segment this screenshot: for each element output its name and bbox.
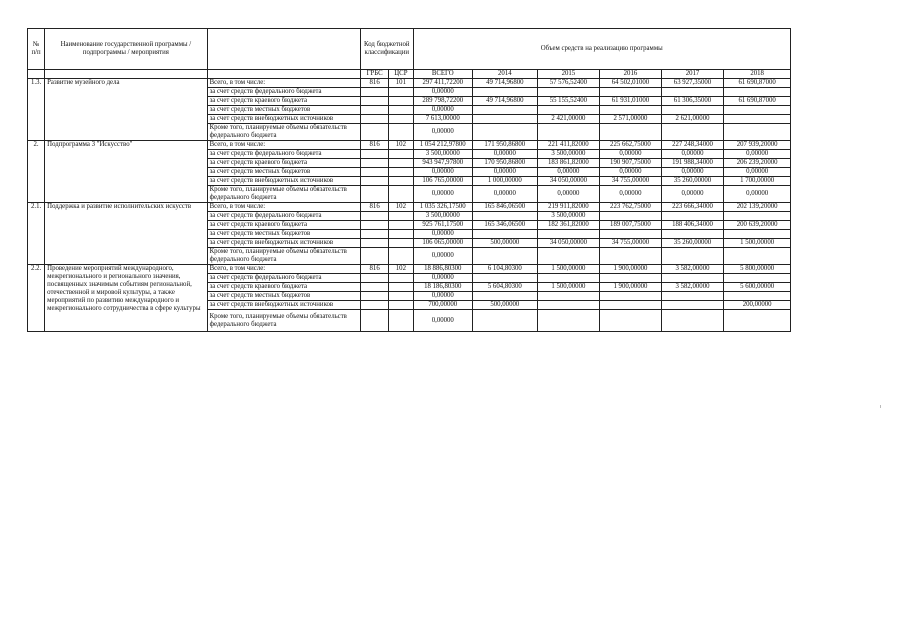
- year-value: 182 361,82000: [537, 221, 600, 230]
- year-value: 49 714,96800: [473, 97, 538, 106]
- grbs-code: [361, 168, 389, 177]
- total-value: 0,00000: [413, 168, 473, 177]
- year-value: [724, 230, 791, 239]
- grbs-code: [361, 221, 389, 230]
- year-value: 165 346,06500: [473, 221, 538, 230]
- year-value: 2 621,00000: [661, 115, 724, 124]
- year-value: 200 639,20000: [724, 221, 791, 230]
- header-year: 2018: [724, 70, 791, 79]
- year-value: 0,00000: [724, 168, 791, 177]
- year-value: 34 050,00000: [537, 177, 600, 186]
- year-value: 1 500,00000: [537, 283, 600, 292]
- year-value: [600, 230, 662, 239]
- grbs-code: [361, 186, 389, 203]
- grbs-code: [361, 124, 389, 141]
- year-value: [724, 124, 791, 141]
- total-value: 0,00000: [413, 274, 473, 283]
- year-value: 500,00000: [473, 239, 538, 248]
- grbs-code: [361, 177, 389, 186]
- grbs-code: 816: [361, 203, 389, 212]
- csr-code: [389, 159, 413, 168]
- funding-source-label: за счет средств федерального бюджета: [207, 212, 360, 221]
- funding-source-label: за счет средств внебюджетных источников: [207, 115, 360, 124]
- funding-source-label: за счет средств краевого бюджета: [207, 97, 360, 106]
- funding-source-label: за счет средств местных бюджетов: [207, 230, 360, 239]
- year-value: 223 762,75000: [600, 203, 662, 212]
- year-value: [724, 248, 791, 265]
- year-value: [724, 88, 791, 97]
- year-value: 0,00000: [661, 168, 724, 177]
- year-value: [473, 274, 538, 283]
- header-grbs: ГРБС: [361, 70, 389, 79]
- year-value: [600, 310, 662, 332]
- year-value: 227 248,34000: [661, 141, 724, 150]
- program-funding-table: [27, 28, 791, 332]
- csr-code: [389, 150, 413, 159]
- year-value: 1 700,00000: [724, 177, 791, 186]
- grbs-code: [361, 239, 389, 248]
- year-value: 0,00000: [661, 150, 724, 159]
- year-value: 1 500,00000: [724, 239, 791, 248]
- csr-code: [389, 106, 413, 115]
- csr-code: [389, 88, 413, 97]
- year-value: [661, 230, 724, 239]
- row-number: 2.1.: [28, 203, 45, 265]
- year-value: 0,00000: [537, 168, 600, 177]
- total-value: 700,00000: [413, 301, 473, 310]
- program-name: Поддержка и развитие исполнительских искусств: [45, 203, 207, 265]
- header-code: Код бюджетной классификации: [361, 29, 413, 70]
- year-value: 0,00000: [724, 150, 791, 159]
- year-value: [661, 248, 724, 265]
- year-value: 61 931,01000: [600, 97, 662, 106]
- funding-source-label: за счет средств федерального бюджета: [207, 150, 360, 159]
- csr-code: [389, 212, 413, 221]
- year-value: [661, 212, 724, 221]
- total-value: 3 500,00000: [413, 212, 473, 221]
- header-sub-blank-3: [207, 70, 360, 79]
- year-value: 200,00000: [724, 301, 791, 310]
- year-value: [600, 301, 662, 310]
- year-value: 2 571,00000: [600, 115, 662, 124]
- year-value: [473, 212, 538, 221]
- year-value: 191 988,34000: [661, 159, 724, 168]
- header-total: ВСЕГО: [413, 70, 473, 79]
- year-value: 206 239,20000: [724, 159, 791, 168]
- funding-source-label: за счет средств местных бюджетов: [207, 292, 360, 301]
- csr-code: [389, 283, 413, 292]
- funding-source-label: за счет средств внебюджетных источников: [207, 301, 360, 310]
- grbs-code: [361, 292, 389, 301]
- funding-source-label: за счет средств краевого бюджета: [207, 283, 360, 292]
- csr-code: [389, 124, 413, 141]
- grbs-code: [361, 248, 389, 265]
- funding-source-label: Кроме того, планируемые объемы обязательств федерального бюджета: [207, 248, 360, 265]
- row-number: 1.3.: [28, 79, 45, 141]
- header-year: 2014: [473, 70, 538, 79]
- year-value: 63 927,35000: [661, 79, 724, 88]
- total-value: 0,00000: [413, 248, 473, 265]
- year-value: [661, 88, 724, 97]
- year-value: 0,00000: [537, 186, 600, 203]
- year-value: 0,00000: [600, 186, 662, 203]
- year-value: 219 911,82000: [537, 203, 600, 212]
- year-value: 61 690,87000: [724, 97, 791, 106]
- year-value: 207 939,20000: [724, 141, 791, 150]
- csr-code: [389, 310, 413, 332]
- funding-source-label: за счет средств федерального бюджета: [207, 88, 360, 97]
- header-csr: ЦСР: [389, 70, 413, 79]
- year-value: [473, 230, 538, 239]
- csr-code: [389, 97, 413, 106]
- year-value: [473, 124, 538, 141]
- year-value: 170 950,86800: [473, 159, 538, 168]
- total-value: 0,00000: [413, 230, 473, 239]
- year-value: [661, 106, 724, 115]
- funding-source-label: за счет средств местных бюджетов: [207, 168, 360, 177]
- year-value: 3 500,00000: [537, 212, 600, 221]
- year-value: 1 900,00000: [600, 283, 662, 292]
- year-value: 183 861,82000: [537, 159, 600, 168]
- csr-code: [389, 115, 413, 124]
- year-value: 171 950,86800: [473, 141, 538, 150]
- year-value: [537, 292, 600, 301]
- year-value: [661, 274, 724, 283]
- year-value: [537, 248, 600, 265]
- total-value: 943 947,97800: [413, 159, 473, 168]
- year-value: 6 104,80300: [473, 265, 538, 274]
- year-value: 64 502,01000: [600, 79, 662, 88]
- year-value: 500,00000: [473, 301, 538, 310]
- table-row: [28, 141, 791, 150]
- total-value: 3 500,00000: [413, 150, 473, 159]
- grbs-code: [361, 230, 389, 239]
- year-value: 5 604,80300: [473, 283, 538, 292]
- year-value: [537, 230, 600, 239]
- year-value: [473, 310, 538, 332]
- year-value: 35 260,00000: [661, 177, 724, 186]
- header-num: № п/п: [28, 29, 45, 70]
- year-value: [600, 248, 662, 265]
- grbs-code: [361, 150, 389, 159]
- year-value: [600, 274, 662, 283]
- funding-source-label: за счет средств краевого бюджета: [207, 159, 360, 168]
- year-value: 34 050,00000: [537, 239, 600, 248]
- year-value: [724, 274, 791, 283]
- program-name: Проведение мероприятий международного, межрегионального и регионального значения, посвященных значимым событиям региональной, отечественной и мировой культуры, а также мероприятий по развитию международного и межрегионального сотрудничества в сфере культуры: [45, 265, 207, 332]
- table-row: [28, 203, 791, 212]
- header-year: 2017: [661, 70, 724, 79]
- header-year: 2015: [537, 70, 600, 79]
- csr-code: [389, 230, 413, 239]
- row-number: 2.2.: [28, 265, 45, 332]
- year-value: 57 576,52400: [537, 79, 600, 88]
- total-value: 18 886,80300: [413, 265, 473, 274]
- header-blank: [207, 29, 360, 70]
- year-value: [600, 106, 662, 115]
- csr-code: [389, 186, 413, 203]
- header-sub-blank-1: [28, 70, 45, 79]
- year-value: 5 600,00000: [724, 283, 791, 292]
- total-value: 7 613,00000: [413, 115, 473, 124]
- csr-code: [389, 274, 413, 283]
- funding-source-label: за счет средств краевого бюджета: [207, 221, 360, 230]
- year-value: [724, 106, 791, 115]
- grbs-code: [361, 212, 389, 221]
- year-value: [537, 124, 600, 141]
- funding-source-label: Всего, в том числе:: [207, 203, 360, 212]
- year-value: 165 846,06500: [473, 203, 538, 212]
- year-value: 188 406,34000: [661, 221, 724, 230]
- year-value: 1 000,00000: [473, 177, 538, 186]
- year-value: 2 421,00000: [537, 115, 600, 124]
- year-value: 1 500,00000: [537, 265, 600, 274]
- grbs-code: [361, 159, 389, 168]
- funding-source-label: Кроме того, планируемые объемы обязательств федерального бюджета: [207, 186, 360, 203]
- funding-source-label: Всего, в том числе:: [207, 79, 360, 88]
- csr-code: [389, 301, 413, 310]
- year-value: [661, 310, 724, 332]
- total-value: 925 761,17500: [413, 221, 473, 230]
- year-value: [600, 88, 662, 97]
- year-value: 0,00000: [724, 186, 791, 203]
- year-value: 223 666,34000: [661, 203, 724, 212]
- year-value: [600, 292, 662, 301]
- csr-code: [389, 239, 413, 248]
- header-year: 2016: [600, 70, 662, 79]
- year-value: [473, 248, 538, 265]
- table-body: [28, 79, 791, 332]
- funding-source-label: за счет средств федерального бюджета: [207, 274, 360, 283]
- total-value: 18 186,80300: [413, 283, 473, 292]
- year-value: 221 411,82000: [537, 141, 600, 150]
- total-value: 297 411,72200: [413, 79, 473, 88]
- year-value: [724, 115, 791, 124]
- total-value: 0,00000: [413, 292, 473, 301]
- funding-source-label: Всего, в том числе:: [207, 141, 360, 150]
- scan-edge-mark: [880, 405, 881, 408]
- year-value: 34 755,00000: [600, 177, 662, 186]
- year-value: 225 662,75000: [600, 141, 662, 150]
- total-value: 106 765,00000: [413, 177, 473, 186]
- funding-source-label: Всего, в том числе:: [207, 265, 360, 274]
- total-value: 289 798,72200: [413, 97, 473, 106]
- year-value: [537, 301, 600, 310]
- total-value: 1 054 212,97800: [413, 141, 473, 150]
- funding-source-label: за счет средств внебюджетных источников: [207, 177, 360, 186]
- total-value: 106 065,00000: [413, 239, 473, 248]
- total-value: 0,00000: [413, 88, 473, 97]
- grbs-code: [361, 88, 389, 97]
- csr-code: [389, 168, 413, 177]
- csr-code: [389, 221, 413, 230]
- year-value: [600, 124, 662, 141]
- year-value: 49 714,96800: [473, 79, 538, 88]
- year-value: 1 900,00000: [600, 265, 662, 274]
- year-value: [473, 106, 538, 115]
- year-value: [473, 88, 538, 97]
- year-value: [473, 292, 538, 301]
- year-value: [661, 301, 724, 310]
- csr-code: 102: [389, 265, 413, 274]
- year-value: 3 500,00000: [537, 150, 600, 159]
- year-value: 0,00000: [473, 186, 538, 203]
- year-value: 202 139,20000: [724, 203, 791, 212]
- year-value: [724, 292, 791, 301]
- grbs-code: 816: [361, 265, 389, 274]
- year-value: 0,00000: [600, 168, 662, 177]
- csr-code: [389, 177, 413, 186]
- year-value: 35 260,00000: [661, 239, 724, 248]
- year-value: 190 907,75000: [600, 159, 662, 168]
- year-value: 0,00000: [600, 150, 662, 159]
- grbs-code: [361, 301, 389, 310]
- program-name: Развитие музейного дела: [45, 79, 207, 141]
- header-name: Наименование государственной программы / подпрограммы / мероприятия: [45, 29, 207, 70]
- year-value: [724, 212, 791, 221]
- total-value: 0,00000: [413, 124, 473, 141]
- total-value: 0,00000: [413, 186, 473, 203]
- csr-code: 102: [389, 203, 413, 212]
- year-value: [537, 310, 600, 332]
- year-value: 0,00000: [661, 186, 724, 203]
- program-name: Подпрограмма 3 "Искусство": [45, 141, 207, 203]
- grbs-code: 816: [361, 141, 389, 150]
- year-value: [537, 106, 600, 115]
- year-value: 61 690,87000: [724, 79, 791, 88]
- csr-code: 101: [389, 79, 413, 88]
- csr-code: 102: [389, 141, 413, 150]
- funding-source-label: за счет средств местных бюджетов: [207, 106, 360, 115]
- budget-document-page: [27, 28, 791, 332]
- year-value: 5 800,00000: [724, 265, 791, 274]
- year-value: [537, 274, 600, 283]
- year-value: [600, 212, 662, 221]
- header-volume: Объем средств на реализацию программы: [413, 29, 791, 70]
- year-value: 3 582,00000: [661, 265, 724, 274]
- year-value: 3 582,00000: [661, 283, 724, 292]
- table-row: [28, 79, 791, 88]
- csr-code: [389, 248, 413, 265]
- year-value: 0,00000: [473, 168, 538, 177]
- funding-source-label: Кроме того, планируемые объемы обязательств федерального бюджета: [207, 124, 360, 141]
- year-value: 61 306,35000: [661, 97, 724, 106]
- grbs-code: [361, 283, 389, 292]
- funding-source-label: Кроме того, планируемые объемы обязательств федерального бюджета: [207, 310, 360, 332]
- year-value: [661, 124, 724, 141]
- total-value: 0,00000: [413, 106, 473, 115]
- total-value: 1 035 326,17500: [413, 203, 473, 212]
- year-value: 0,00000: [473, 150, 538, 159]
- header-sub-blank-2: [45, 70, 207, 79]
- year-value: [661, 292, 724, 301]
- grbs-code: [361, 274, 389, 283]
- table-row: [28, 265, 791, 274]
- grbs-code: [361, 115, 389, 124]
- year-value: 55 155,52400: [537, 97, 600, 106]
- year-value: [473, 115, 538, 124]
- total-value: 0,00000: [413, 310, 473, 332]
- grbs-code: [361, 310, 389, 332]
- year-value: [724, 310, 791, 332]
- year-value: 189 007,75000: [600, 221, 662, 230]
- year-value: 34 755,00000: [600, 239, 662, 248]
- grbs-code: [361, 106, 389, 115]
- grbs-code: [361, 97, 389, 106]
- row-number: 2.: [28, 141, 45, 203]
- csr-code: [389, 292, 413, 301]
- grbs-code: 816: [361, 79, 389, 88]
- year-value: [537, 88, 600, 97]
- funding-source-label: за счет средств внебюджетных источников: [207, 239, 360, 248]
